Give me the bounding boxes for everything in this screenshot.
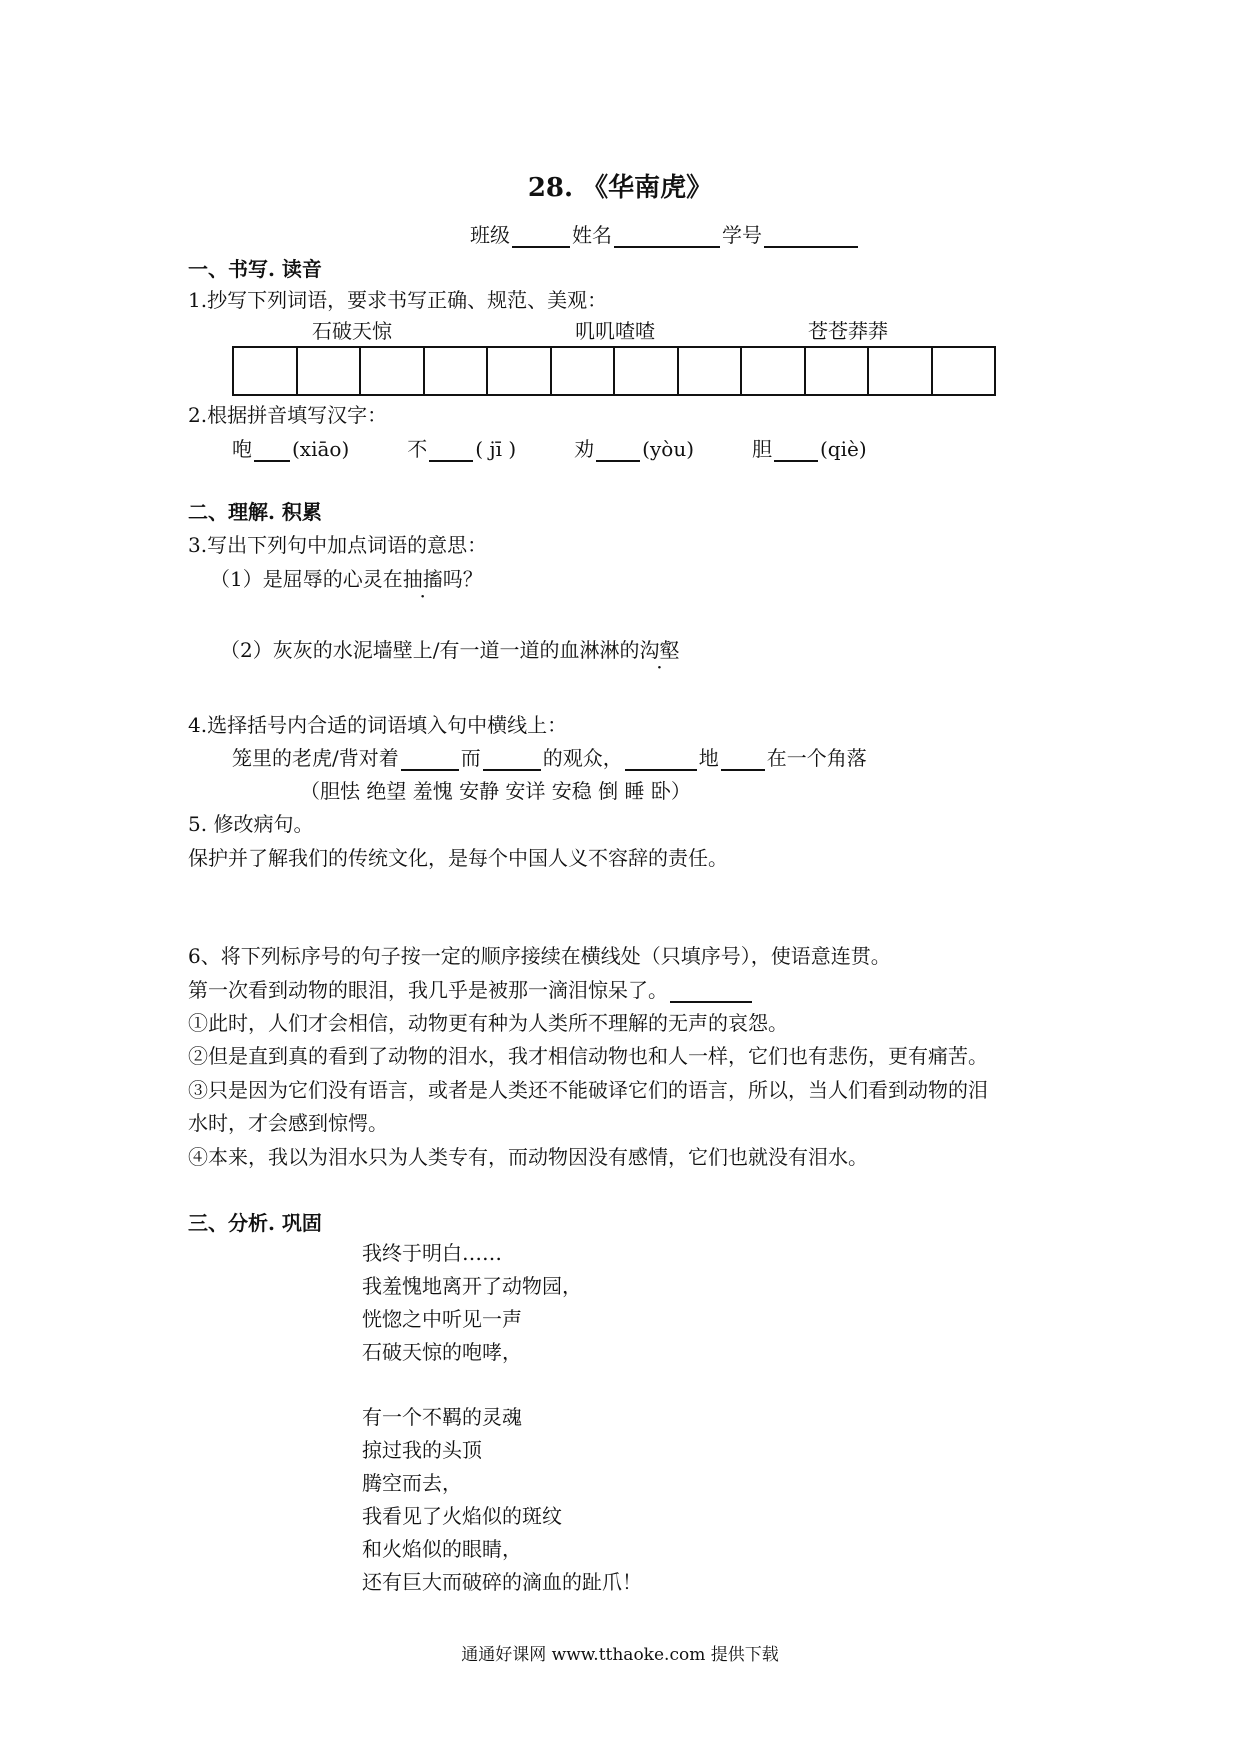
pinyin-item: [752, 436, 867, 462]
q6-sentence-4: ④本来，我以为泪水只为人类专有，而动物因没有感情，它们也就没有泪水。: [188, 1145, 868, 1169]
pinyin-answer-blank[interactable]: [774, 440, 818, 462]
writing-cell[interactable]: [679, 348, 743, 396]
writing-grid: [232, 346, 996, 396]
number-field[interactable]: [764, 226, 858, 248]
question-4-sentence: [232, 745, 867, 771]
q3-1-text: （1）是屈辱的心灵在: [210, 567, 403, 591]
writing-cell[interactable]: [552, 348, 616, 396]
q6-sentence-3: ③只是因为它们没有语言，或者是人类还不能破译它们的语言，所以，当人们看到动物的泪: [188, 1078, 988, 1102]
poem-stanza-1: [362, 1237, 582, 1369]
question-2: 2.根据拼音填写汉字：: [188, 403, 388, 427]
q4-text: 在一个角落: [766, 746, 867, 770]
question-5: 5. 修改病句。: [188, 812, 314, 836]
question-5-sentence: 保护并了解我们的传统文化，是每个中国人义不容辞的责任。: [188, 846, 728, 870]
writing-cell[interactable]: [806, 348, 870, 396]
writing-cell[interactable]: [298, 348, 362, 396]
question-6: 6、将下列标序号的句子按一定的顺序接续在横线处（只填序号），使语意连贯。: [188, 944, 891, 968]
q4-text: 地: [698, 746, 719, 770]
poem-line: 有一个不羁的灵魂: [362, 1405, 522, 1429]
pinyin-text: (qiè): [820, 437, 867, 461]
q6-sentence-2: ②但是直到真的看到了动物的泪水，我才相信动物也和人一样，它们也有悲伤，更有痛苦。: [188, 1044, 988, 1068]
page-title: 28. 《华南虎》: [527, 173, 713, 203]
pinyin-item: [407, 436, 516, 462]
writing-cell[interactable]: [488, 348, 552, 396]
copy-word: 石破天惊: [312, 319, 392, 343]
writing-cell[interactable]: [742, 348, 806, 396]
dotted-term: 抽搐: [402, 567, 443, 591]
copy-word: 叽叽喳喳: [575, 319, 655, 343]
q4-blank[interactable]: [625, 749, 697, 771]
q4-text: 而: [460, 746, 481, 770]
poem-line: 我看见了火焰似的斑纹: [362, 1504, 562, 1528]
q4-blank[interactable]: [483, 749, 541, 771]
pinyin-text: (yòu): [642, 437, 694, 461]
pinyin-answer-blank[interactable]: [254, 440, 290, 462]
class-label: 班级: [470, 223, 510, 247]
question-1: 1.抄写下列词语，要求书写正确、规范、美观：: [188, 288, 608, 312]
pinyin-char: 胆: [752, 437, 772, 461]
pinyin-row: [232, 436, 925, 462]
poem-line: 我羞愧地离开了动物园，: [362, 1274, 582, 1298]
question-4: 4.选择括号内合适的词语填入句中横线上：: [188, 713, 568, 737]
question-3-1: [210, 566, 483, 592]
q6-answer-blank[interactable]: [670, 981, 752, 1003]
poem-line: 还有巨大而破碎的滴血的趾爪！: [362, 1570, 642, 1594]
student-info-row: [470, 222, 860, 248]
footer: 通通好课网 www.tthaoke.com 提供下载: [461, 1645, 779, 1665]
pinyin-text: (xiāo): [292, 437, 350, 461]
section1-heading: 一、书写. 读音: [188, 257, 322, 281]
class-field[interactable]: [512, 226, 570, 248]
poem-stanza-2: [362, 1401, 642, 1599]
copy-word: 苍苍莽莽: [808, 319, 888, 343]
pinyin-answer-blank[interactable]: [596, 440, 640, 462]
q4-text: 笼里的老虎/背对着: [232, 746, 399, 770]
section3-heading: 三、分析. 巩固: [188, 1211, 322, 1235]
q3-2-text: （2）灰灰的水泥墙壁上/有一道一道的血淋淋的: [220, 638, 640, 662]
question-3: 3.写出下列句中加点词语的意思：: [188, 533, 488, 557]
question-6-lead: [188, 977, 754, 1003]
poem-line: 腾空而去，: [362, 1471, 462, 1495]
q4-blank[interactable]: [721, 749, 765, 771]
dotted-term: 沟壑: [639, 638, 680, 662]
q6-lead-text: 第一次看到动物的眼泪，我几乎是被那一滴泪惊呆了。: [188, 978, 668, 1002]
name-label: 姓名: [572, 223, 612, 247]
number-label: 学号: [722, 223, 762, 247]
q4-text: 的观众，: [542, 746, 623, 770]
q3-1-suffix: 吗？: [442, 567, 483, 591]
poem-line: 石破天惊的咆哮，: [362, 1340, 522, 1364]
pinyin-char: 劝: [574, 437, 595, 461]
pinyin-char: 咆: [232, 437, 252, 461]
name-field[interactable]: [614, 226, 720, 248]
writing-cell[interactable]: [869, 348, 933, 396]
poem-line: 和火焰似的眼睛，: [362, 1537, 522, 1561]
question-4-options: （胆怯 绝望 羞愧 安静 安详 安稳 倒 睡 卧）: [300, 779, 691, 803]
pinyin-answer-blank[interactable]: [429, 440, 473, 462]
pinyin-item: [574, 436, 694, 462]
q6-sentence-1: ①此时，人们才会相信，动物更有种为人类所不理解的无声的哀怨。: [188, 1011, 788, 1035]
poem-line: 我终于明白……: [362, 1241, 502, 1265]
poem-line: 恍惚之中听见一声: [362, 1307, 522, 1331]
writing-cell[interactable]: [234, 348, 298, 396]
pinyin-item: [232, 436, 349, 462]
writing-cell[interactable]: [361, 348, 425, 396]
pinyin-text: ( jī ): [475, 437, 517, 461]
q6-sentence-3-cont: 水时，才会感到惊愕。: [188, 1111, 388, 1135]
writing-cell[interactable]: [933, 348, 997, 396]
pinyin-char: 不: [407, 437, 428, 461]
writing-cell[interactable]: [425, 348, 489, 396]
q4-blank[interactable]: [401, 749, 459, 771]
writing-cell[interactable]: [615, 348, 679, 396]
poem-line: 掠过我的头顶: [362, 1438, 482, 1462]
question-3-2: [220, 637, 679, 663]
section2-heading: 二、理解. 积累: [188, 500, 322, 524]
